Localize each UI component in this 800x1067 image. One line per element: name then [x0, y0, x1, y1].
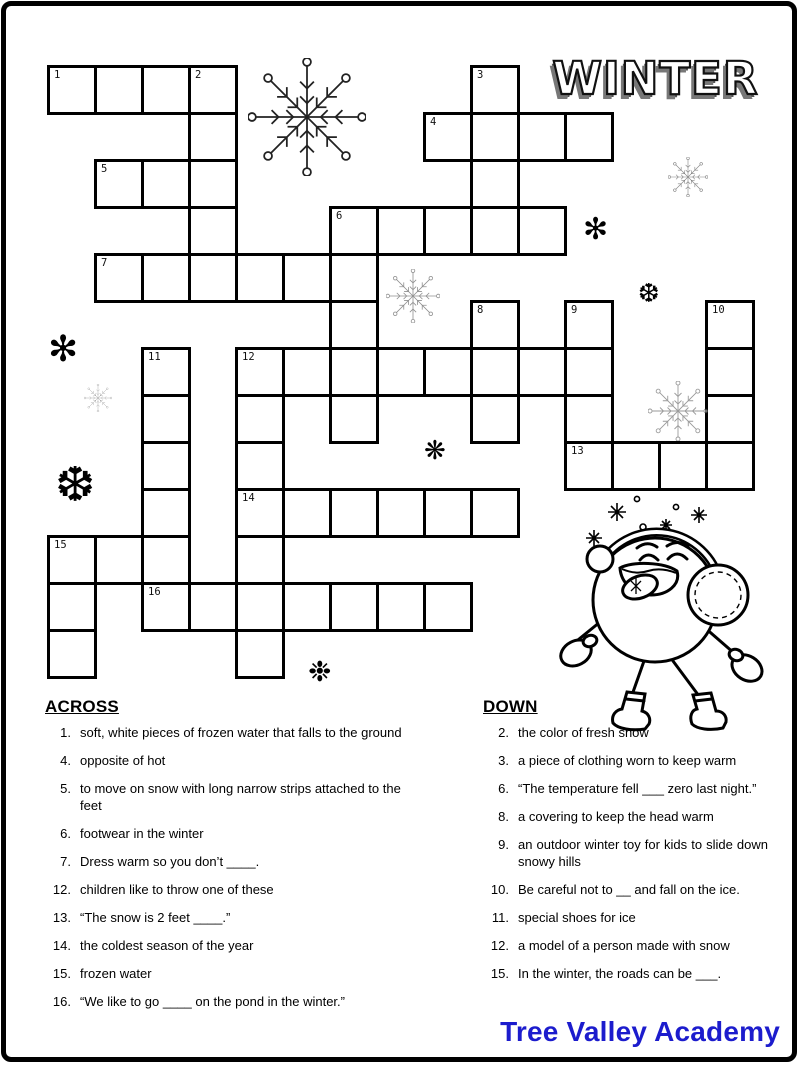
grid-cell[interactable] [470, 112, 520, 162]
grid-cell[interactable] [470, 206, 520, 256]
clue-number: 1. [60, 725, 71, 740]
snowflake-icon: ✻ [583, 212, 609, 247]
clue-text: a covering to keep the head warm [518, 809, 714, 824]
clue-number: 8. [498, 809, 509, 824]
grid-cell[interactable] [517, 112, 567, 162]
grid-cell[interactable] [235, 535, 285, 585]
grid-cell-number: 16 [148, 586, 161, 598]
grid-cell-number: 7 [101, 257, 108, 269]
clue-number: 13. [52, 910, 71, 925]
grid-cell-number: 2 [195, 69, 202, 81]
grid-cell-number: 10 [712, 304, 725, 316]
grid-cell[interactable] [423, 206, 473, 256]
clue-item [45, 825, 445, 842]
clue-number: 12. [52, 882, 71, 897]
clue-item [483, 780, 783, 797]
grid-cell[interactable] [188, 159, 238, 209]
clue-text: the color of fresh snow [518, 725, 649, 740]
grid-cell-number: 11 [148, 351, 161, 363]
grid-cell[interactable] [141, 441, 191, 491]
brand-text: Tree Valley Academy [500, 1016, 780, 1047]
grid-cell-number: 6 [336, 210, 343, 222]
clue-text: Be careful not to __ and fall on the ice. [518, 882, 740, 897]
clue-text: special shoes for ice [518, 910, 636, 925]
grid-cell[interactable] [141, 488, 191, 538]
snowball-character-illustration [540, 482, 780, 732]
across-heading: ACROSS [45, 697, 119, 716]
grid-cell[interactable] [141, 253, 191, 303]
grid-cell[interactable] [564, 300, 614, 350]
grid-cell[interactable] [329, 582, 379, 632]
grid-cell[interactable] [329, 253, 379, 303]
across-clue-list [45, 724, 445, 1010]
down-heading: DOWN [483, 697, 538, 716]
clue-number: 6. [60, 826, 71, 841]
grid-cell[interactable] [282, 347, 332, 397]
grid-cell[interactable] [423, 582, 473, 632]
grid-cell[interactable] [141, 65, 191, 115]
grid-cell[interactable] [376, 488, 426, 538]
grid-cell[interactable] [423, 488, 473, 538]
grid-cell[interactable] [235, 347, 285, 397]
grid-cell[interactable] [235, 629, 285, 679]
grid-cell[interactable] [47, 629, 97, 679]
clue-text: an outdoor winter toy for kids to slide down snowy hills [518, 837, 768, 869]
grid-cell[interactable] [705, 300, 755, 350]
clue-text: opposite of hot [80, 753, 166, 768]
grid-cell[interactable] [329, 394, 379, 444]
grid-cell[interactable] [188, 65, 238, 115]
clue-text: a piece of clothing worn to keep warm [518, 753, 737, 768]
grid-cell[interactable] [94, 65, 144, 115]
page-title: WINTER [552, 52, 759, 105]
clue-number: 3. [498, 753, 509, 768]
grid-cell[interactable] [188, 253, 238, 303]
grid-cell[interactable] [470, 394, 520, 444]
clue-item [45, 724, 445, 741]
grid-cell[interactable] [94, 535, 144, 585]
clue-number: 4. [60, 753, 71, 768]
grid-cell[interactable] [376, 582, 426, 632]
grid-cell-number: 4 [430, 116, 437, 128]
clue-number: 7. [60, 854, 71, 869]
grid-cell[interactable] [235, 488, 285, 538]
clue-number: 14. [52, 938, 71, 953]
clue-item [483, 752, 783, 769]
grid-cell[interactable] [188, 582, 238, 632]
grid-cell[interactable] [47, 582, 97, 632]
clue-item [45, 752, 445, 769]
grid-cell[interactable] [376, 206, 426, 256]
grid-cell[interactable] [235, 582, 285, 632]
clue-text: footwear in the winter [80, 826, 204, 841]
clue-number: 2. [498, 725, 509, 740]
grid-cell-number: 5 [101, 163, 108, 175]
grid-cell[interactable] [470, 159, 520, 209]
grid-cell[interactable] [517, 206, 567, 256]
clue-text: soft, white pieces of frozen water that falls to the ground [80, 725, 402, 740]
snowflake-icon [386, 269, 440, 323]
clue-item [45, 909, 445, 926]
grid-cell[interactable] [141, 159, 191, 209]
clue-text: frozen water [80, 966, 152, 981]
clue-number: 9. [498, 837, 509, 852]
grid-cell[interactable] [470, 347, 520, 397]
grid-cell[interactable] [564, 347, 614, 397]
grid-cell-number: 13 [571, 445, 584, 457]
grid-cell[interactable] [282, 253, 332, 303]
grid-cell[interactable] [282, 582, 332, 632]
clue-number: 12. [490, 938, 509, 953]
grid-cell[interactable] [564, 112, 614, 162]
snowflake-icon: ❉ [308, 655, 332, 688]
grid-cell-number: 14 [242, 492, 255, 504]
snowflake-icon [84, 384, 112, 412]
grid-cell[interactable] [235, 394, 285, 444]
clue-item [45, 881, 445, 898]
grid-cell-number: 3 [477, 69, 484, 81]
clue-item [483, 724, 783, 741]
grid-cell[interactable] [376, 347, 426, 397]
grid-cell[interactable] [141, 535, 191, 585]
clue-text: the coldest season of the year [80, 938, 254, 953]
clue-text: to move on snow with long narrow strips attached to the feet [80, 781, 401, 813]
clue-item [45, 780, 445, 814]
down-clue-list [483, 724, 783, 982]
snowflake-icon: ✻ [48, 329, 79, 370]
grid-cell[interactable] [705, 394, 755, 444]
clue-text: a model of a person made with snow [518, 938, 730, 953]
grid-cell[interactable] [423, 347, 473, 397]
snowflake-icon: ❋ [424, 436, 446, 466]
snowflake-icon: ❆ [55, 457, 96, 513]
grid-cell[interactable] [564, 394, 614, 444]
clue-number: 16. [52, 994, 71, 1009]
clue-item [483, 808, 783, 825]
clue-text: “The temperature fell ___ zero last night.” [518, 781, 757, 796]
grid-cell[interactable] [141, 582, 191, 632]
grid-cell[interactable] [188, 112, 238, 162]
clue-number: 6. [498, 781, 509, 796]
snowflake-icon: ❆ [638, 279, 660, 309]
grid-cell[interactable] [329, 347, 379, 397]
clue-item [45, 965, 445, 982]
clue-number: 15. [52, 966, 71, 981]
grid-cell[interactable] [470, 300, 520, 350]
grid-cell[interactable] [94, 159, 144, 209]
grid-cell[interactable] [141, 347, 191, 397]
clue-item [45, 853, 445, 870]
grid-cell[interactable] [47, 535, 97, 585]
grid-cell[interactable] [141, 394, 191, 444]
snowflake-icon [648, 381, 708, 441]
clue-item [483, 965, 783, 982]
clue-item [45, 993, 445, 1010]
snowflake-icon [668, 157, 708, 197]
grid-cell-number: 1 [54, 69, 61, 81]
grid-cell-number: 9 [571, 304, 578, 316]
grid-cell[interactable] [188, 206, 238, 256]
grid-cell[interactable] [329, 488, 379, 538]
across-section [45, 697, 445, 1021]
clue-number: 5. [60, 781, 71, 796]
grid-cell-number: 15 [54, 539, 67, 551]
clue-number: 11. [491, 910, 509, 925]
grid-cell[interactable] [47, 65, 97, 115]
clue-text: In the winter, the roads can be ___. [518, 966, 722, 981]
grid-cell[interactable] [282, 488, 332, 538]
clue-item [483, 881, 783, 898]
clue-item [45, 937, 445, 954]
clue-item [483, 937, 783, 954]
grid-cell[interactable] [329, 206, 379, 256]
grid-cell[interactable] [235, 253, 285, 303]
clue-item [483, 909, 783, 926]
grid-cell[interactable] [705, 347, 755, 397]
grid-cell[interactable] [329, 300, 379, 350]
grid-cell-number: 8 [477, 304, 484, 316]
grid-cell[interactable] [423, 112, 473, 162]
down-section [483, 697, 783, 993]
grid-cell[interactable] [94, 253, 144, 303]
grid-cell[interactable] [517, 347, 567, 397]
clue-text: Dress warm so you don’t ____. [80, 854, 260, 869]
clue-item [483, 836, 783, 870]
grid-cell[interactable] [235, 441, 285, 491]
clue-text: children like to throw one of these [80, 882, 274, 897]
grid-cell[interactable] [470, 65, 520, 115]
clue-number: 15. [490, 966, 509, 981]
clue-text: “The snow is 2 feet ____.” [80, 910, 231, 925]
grid-cell[interactable] [470, 488, 520, 538]
clue-text: “We like to go ____ on the pond in the winter.” [80, 994, 345, 1009]
grid-cell-number: 12 [242, 351, 255, 363]
snowflake-icon [248, 58, 366, 176]
clue-number: 10. [490, 882, 509, 897]
